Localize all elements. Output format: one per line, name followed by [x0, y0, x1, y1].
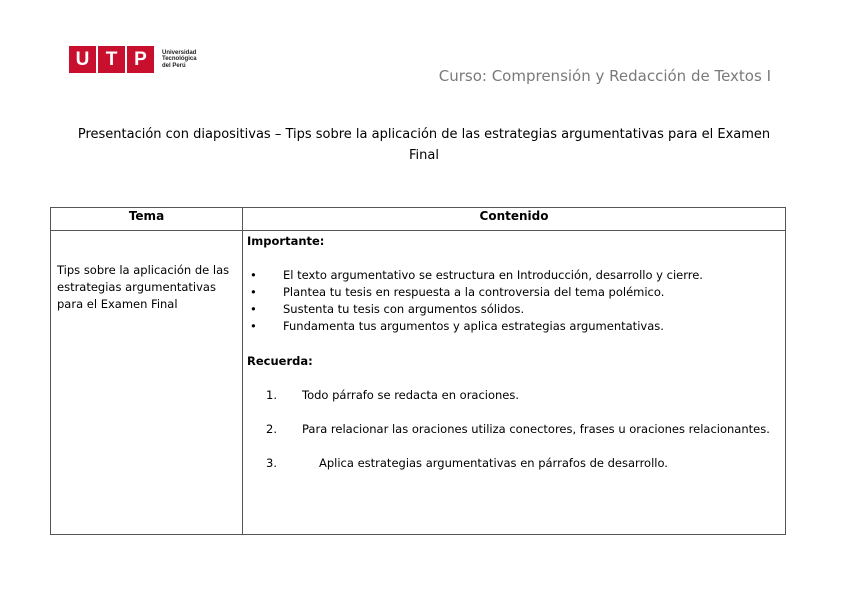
logo-letter-p: P [127, 46, 154, 73]
step-item [247, 387, 781, 404]
bullet-item: • El texto argumentativo se estructura en Introducción, desarrollo y cierre. [247, 267, 781, 284]
header-tema: Tema [51, 208, 243, 231]
header-contenido: Contenido [243, 208, 786, 231]
logo-text [162, 50, 197, 70]
document-title-line-1: Presentación con diapositivas – Tips sobre la aplicación de las estrategias argumentativas para el Examen [77, 127, 771, 142]
step-text: Para relacionar las oraciones utiliza conectores, frases u oraciones relacionantes. [302, 422, 770, 436]
document-title-line-2: Final [409, 148, 439, 163]
step-number: 3. [266, 456, 277, 470]
bullet-item: • Fundamenta tus argumentos y aplica estrategias argumentativas. [247, 318, 781, 335]
tema-cell: Tips sobre la aplicación de las estrategias argumentativas para el Examen Final [51, 231, 243, 535]
step-text: Aplica estrategias argumentativas en párrafos de desarrollo. [319, 456, 668, 470]
logo-text-line-1: Universidad [162, 49, 197, 56]
logo-letter-u: U [69, 46, 96, 73]
document-title [70, 124, 778, 166]
bullet-item: • Sustenta tu tesis con argumentos sólidos. [247, 301, 781, 318]
table-header-row [51, 208, 786, 231]
bullet-item: • Plantea tu tesis en respuesta a la controversia del tema polémico. [247, 284, 781, 301]
table-row [51, 231, 786, 535]
course-title: Curso: Comprensión y Redacción de Textos I [438, 67, 771, 85]
contenido-cell [243, 231, 786, 535]
step-number: 2. [266, 422, 277, 436]
step-number: 1. [266, 388, 277, 402]
utp-logo [69, 45, 197, 74]
logo-text-line-2: Tecnológica [162, 56, 197, 63]
step-text: Todo párrafo se redacta en oraciones. [302, 388, 520, 402]
step-item [247, 421, 781, 438]
logo-text-line-3: del Perú [162, 62, 186, 69]
importante-label: Importante: [247, 234, 325, 248]
content-table [50, 207, 786, 535]
logo-letter-t: T [98, 46, 125, 73]
bullet-list [247, 267, 781, 335]
recuerda-label: Recuerda: [247, 354, 313, 368]
steps-list [247, 387, 781, 472]
step-item [247, 455, 781, 472]
